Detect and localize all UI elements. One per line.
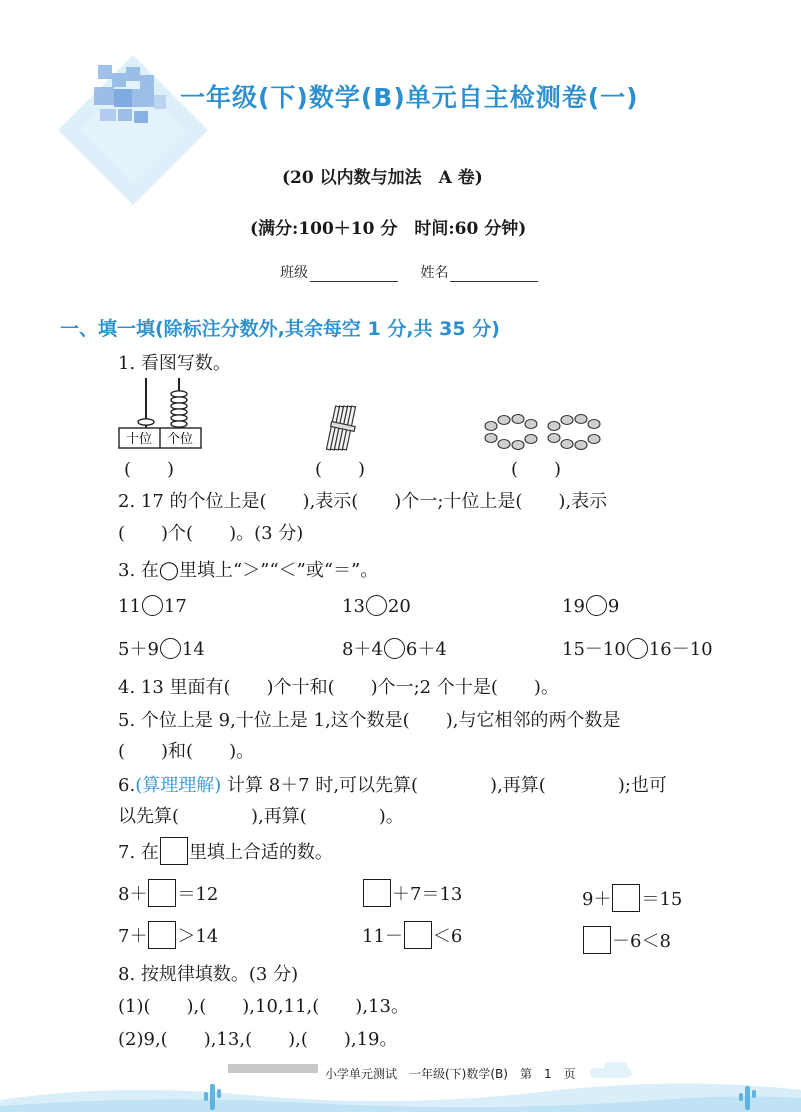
q7-item: 7＋ ＞14 (118, 921, 218, 949)
q1-answer-sticks[interactable]: ( ) (315, 459, 366, 480)
q1-answer-abacus[interactable]: ( ) (124, 459, 175, 480)
q8-line1: (1)( ),( ),10,11,( ),13。 (118, 996, 409, 1017)
q3-item: 5＋9 14 (118, 639, 205, 660)
name-label: 姓名 (420, 265, 449, 281)
stick-bundle-icon (325, 404, 359, 454)
name-input-line[interactable] (450, 267, 538, 282)
q3-item: 13 20 (342, 596, 411, 617)
class-label: 班级 (280, 265, 308, 281)
page-footer: 小学单元测试 一年级(下)数学(B) 第 1 页 (325, 1067, 576, 1081)
abacus-figure (116, 376, 206, 452)
score-time: (满分:100＋10 分 时间:60 分钟) (250, 219, 527, 239)
blurred-footer-logo (228, 1064, 318, 1073)
q7-text: 7. 在 里填上合适的数。 (118, 837, 333, 865)
q5-line1: 5. 个位上是 9,十位上是 1,这个数是( ),与它相邻的两个数是 (118, 710, 621, 731)
answer-box[interactable] (363, 879, 391, 907)
compare-circle[interactable] (160, 638, 181, 659)
q4-text: 4. 13 里面有( )个十和( )个一;2 个十是( )。 (118, 677, 559, 698)
bead-rings-icon (482, 414, 604, 450)
student-info-row (280, 262, 556, 282)
q8-line2: (2)9,( ),13,( ),( ),19。 (118, 1029, 398, 1050)
q5-line2: ( )和( )。 (118, 741, 255, 762)
abacus-ones-label: 个位 (166, 432, 194, 447)
q3-item: 19 9 (562, 596, 620, 617)
q2-line1: 2. 17 的个位上是( ),表示( )个一;十位上是( ),表示 (118, 491, 608, 512)
q6-line1: 6.(算理理解) 计算 8＋7 时,可以先算( ),再算( );也可 (118, 775, 667, 796)
q2-line2: ( )个( )。(3 分) (118, 523, 304, 544)
abacus-tens-label: 十位 (125, 432, 153, 447)
page-title: 一年级(下)数学(B)单元自主检测卷(一) (180, 83, 639, 112)
answer-box[interactable] (148, 879, 176, 907)
answer-box[interactable] (404, 921, 432, 949)
q7-item: －6＜8 (582, 926, 671, 954)
q3-item: 8＋4 6＋4 (342, 639, 447, 660)
q3-item: 15－10 16－10 (562, 639, 713, 660)
section-heading: 一、填一填(除标注分数外,其余每空 1 分,共 35 分) (60, 318, 500, 340)
compare-circle[interactable] (384, 638, 405, 659)
subtitle: (20 以内数与加法 A 卷) (282, 168, 483, 188)
q7-item: 9＋ ＝15 (582, 884, 682, 912)
compare-circle[interactable] (586, 595, 607, 616)
compare-circle[interactable] (627, 638, 648, 659)
q1-text: 1. 看图写数。 (118, 353, 231, 374)
q3-item: 11 17 (118, 596, 187, 617)
q8-text: 8. 按规律填数。(3 分) (118, 964, 299, 985)
compare-circle[interactable] (142, 595, 163, 616)
q7-item: ＋7＝13 (362, 879, 462, 907)
compare-circle[interactable] (366, 595, 387, 616)
q6-tag: (算理理解) (135, 775, 222, 796)
answer-box[interactable] (612, 884, 640, 912)
q3-text: 3. 在◯里填上“＞”“＜”或“＝”。 (118, 560, 379, 581)
q6-line2: 以先算( ),再算( )。 (118, 806, 404, 827)
q1-answer-beads[interactable]: ( ) (511, 459, 562, 480)
answer-box (160, 837, 188, 865)
answer-box[interactable] (583, 926, 611, 954)
q7-item: 11－ ＜6 (362, 921, 462, 949)
answer-box[interactable] (148, 921, 176, 949)
q7-item: 8＋ ＝12 (118, 879, 218, 907)
class-input-line[interactable] (310, 267, 398, 282)
